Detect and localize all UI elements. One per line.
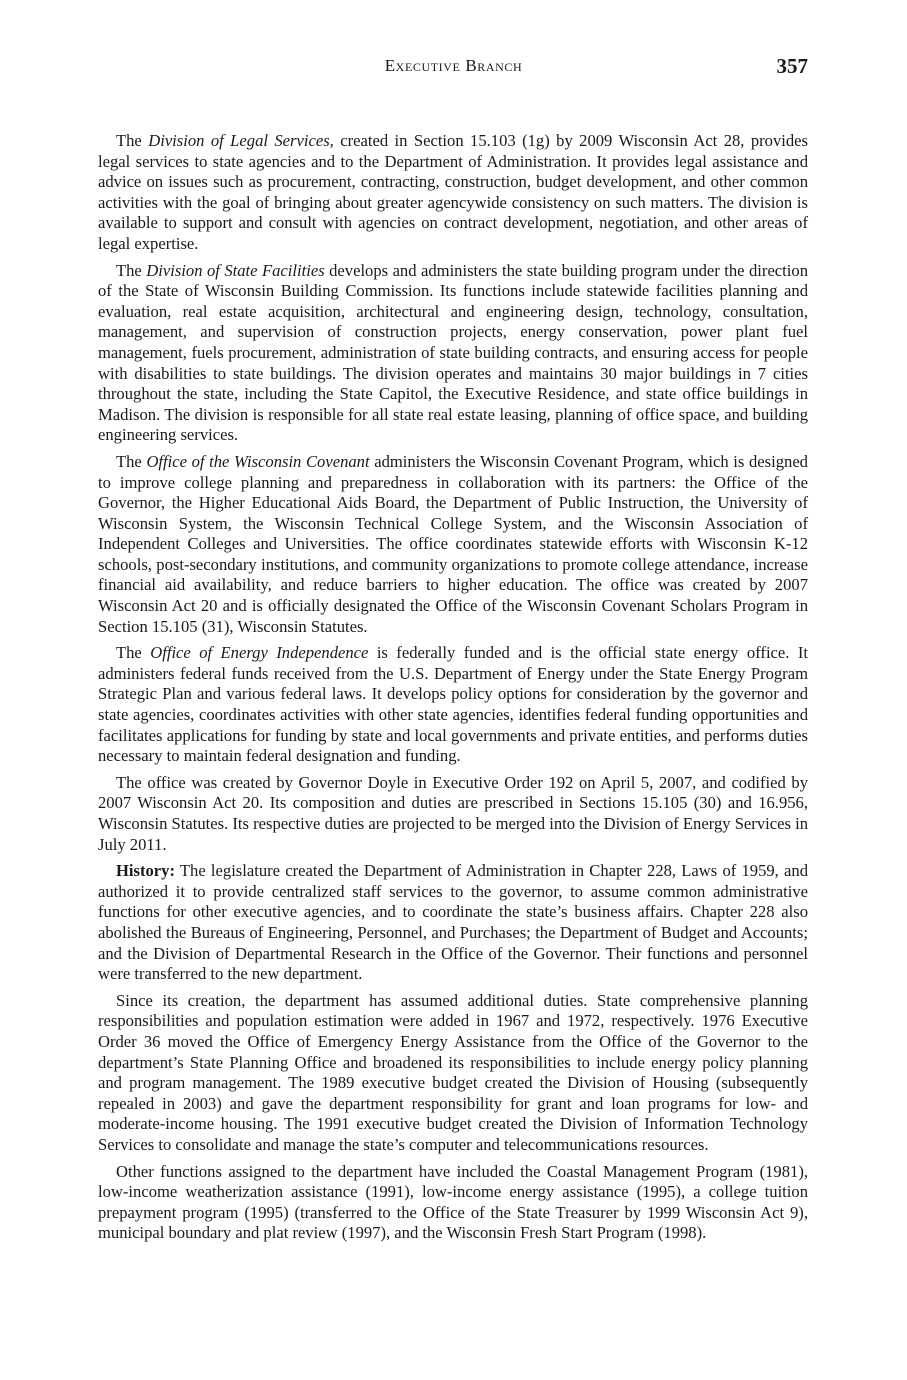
paragraph-lead-text: The [116,451,147,471]
paragraph-energy-office-creation [98,773,808,855]
paragraph-legal-services [98,131,808,255]
page-number: 357 [776,54,808,78]
office-title: Office of the Wisconsin Covenant [146,451,370,471]
page-header [0,52,907,82]
paragraph-text: Since its creation, the department has assumed additional duties. State comprehensive planning responsibilities and population estimation were added in 1967 and 1972, respectively. 1976 Executive Order 36 moved the Office of Emergency Energy Assistance from the Office of the Governor to the department’s State Planning Office and broadened its responsibilities to include energy policy planning and program management. The 1989 executive budget created the Division of Housing (subsequently repealed in 2003) and gave the department responsibility for grant and loan programs for low- and moderate-income housing. The 1991 executive budget created the Division of Information Technology Services to consolidate and manage the state’s computer and telecommunications resources. [98,990,808,1154]
running-head: Executive Branch [384,56,523,75]
paragraph-text: The office was created by Governor Doyle in Executive Order 192 on April 5, 2007, and codified by 2007 Wisconsin Act 20. Its composition and duties are prescribed in Sections 15.105 (30) and 16.956, Wisconsin Statutes. Its respective duties are projected to be merged into the Division of Energy Services in July 2011. [98,772,808,854]
paragraph-text: develops and administers the state building program under the direction of the State of Wisconsin Building Commission. Its functions include statewide facilities planning and evaluation, real estate acquisition, architectural and engineering design, technology, consultation, management, and supervision of construction projects, energy conservation, power plant fuel management, fuels procurement, administration of state building contracts, and ensuring access for people with disabilities to state buildings. The division operates and maintains 30 major buildings in 7 cities throughout the state, including the State Capitol, the Executive Residence, and state office buildings in Madison. The division is responsible for all state real estate leasing, planning of office space, and building engineering services. [98,260,808,445]
paragraph-text: administers the Wisconsin Covenant Program, which is designed to improve college planning and preparedness in collaboration with its partners: the Office of the Governor, the Higher Educational Aids Board, the Department of Public Instruction, the University of Wisconsin System, the Wisconsin Technical College System, and the Wisconsin Association of Independent Colleges and Universities. The office coordinates statewide efforts with Wisconsin K-12 schools, post-secondary institutions, and community organizations to promote college attendance, increase financial aid availability, and reduce barriers to higher education. The office was created by 2007 Wisconsin Act 20 and is officially designated the Office of the Wisconsin Covenant Scholars Program in Section 15.105 (31), Wisconsin Statutes. [98,451,808,636]
paragraph-text: is federally funded and is the official state energy office. It administers federal funds received from the U.S. Department of Energy under the State Energy Program Strategic Plan and various federal laws. It develops policy options for consideration by the governor and state agencies, coordinates activities with other state agencies, identifies federal funding opportunities and facilitates applications for funding by state and local governments and private entities, and performs duties necessary to maintain federal designation and funding. [98,643,808,766]
division-title: Division of Legal Services, [148,131,334,150]
history-label: History: [116,861,175,881]
office-title: Office of Energy Independence [150,643,369,663]
paragraph-lead-text: The [116,260,147,280]
page-body [98,131,808,1250]
paragraph-lead-text: The [116,643,151,663]
paragraph-text: Other functions assigned to the department have included the Coastal Management Program (1981), low-income weatherization assistance (1991), low-income energy assistance (1995), a college tuition prepayment program (1995) (transferred to the Office of the State Treasurer by 1999 Wisconsin Act 9), municipal boundary and plat review (1997), and the Wisconsin Fresh Start Program (1998). [98,1161,808,1243]
paragraph-state-facilities [98,261,808,446]
paragraph-additional-duties [98,991,808,1156]
paragraph-text: created in Section 15.103 (1g) by 2009 Wisconsin Act 28, provides legal services to state agencies and to the Department of Administration. It provides legal assistance and advice on issues such as procurement, contracting, construction, budget development, and other common activities with the goal of bringing about greater agencywide consistency on such matters. The division is available to support and consult with agencies on contract development, negotiation, and other areas of legal expertise. [98,131,809,253]
paragraph-other-functions [98,1162,808,1244]
paragraph-text: The legislature created the Department of Administration in Chapter 228, Laws of 1959, and authorized it to provide centralized staff services to the governor, to assume common administrative functions for other executive agencies, and to coordinate the state’s business affairs. Chapter 228 also abolished the Bureaus of Engineering, Personnel, and Purchases; the Department of Budget and Accounts; and the Division of Departmental Research in the Office of the Governor. Their functions and personnel were transferred to the new department. [98,861,808,984]
paragraph-history [98,861,808,985]
division-title: Division of State Facilities [146,260,325,280]
paragraph-lead-text: The [116,131,149,150]
paragraph-wisconsin-covenant [98,452,808,637]
paragraph-energy-independence [98,643,808,767]
